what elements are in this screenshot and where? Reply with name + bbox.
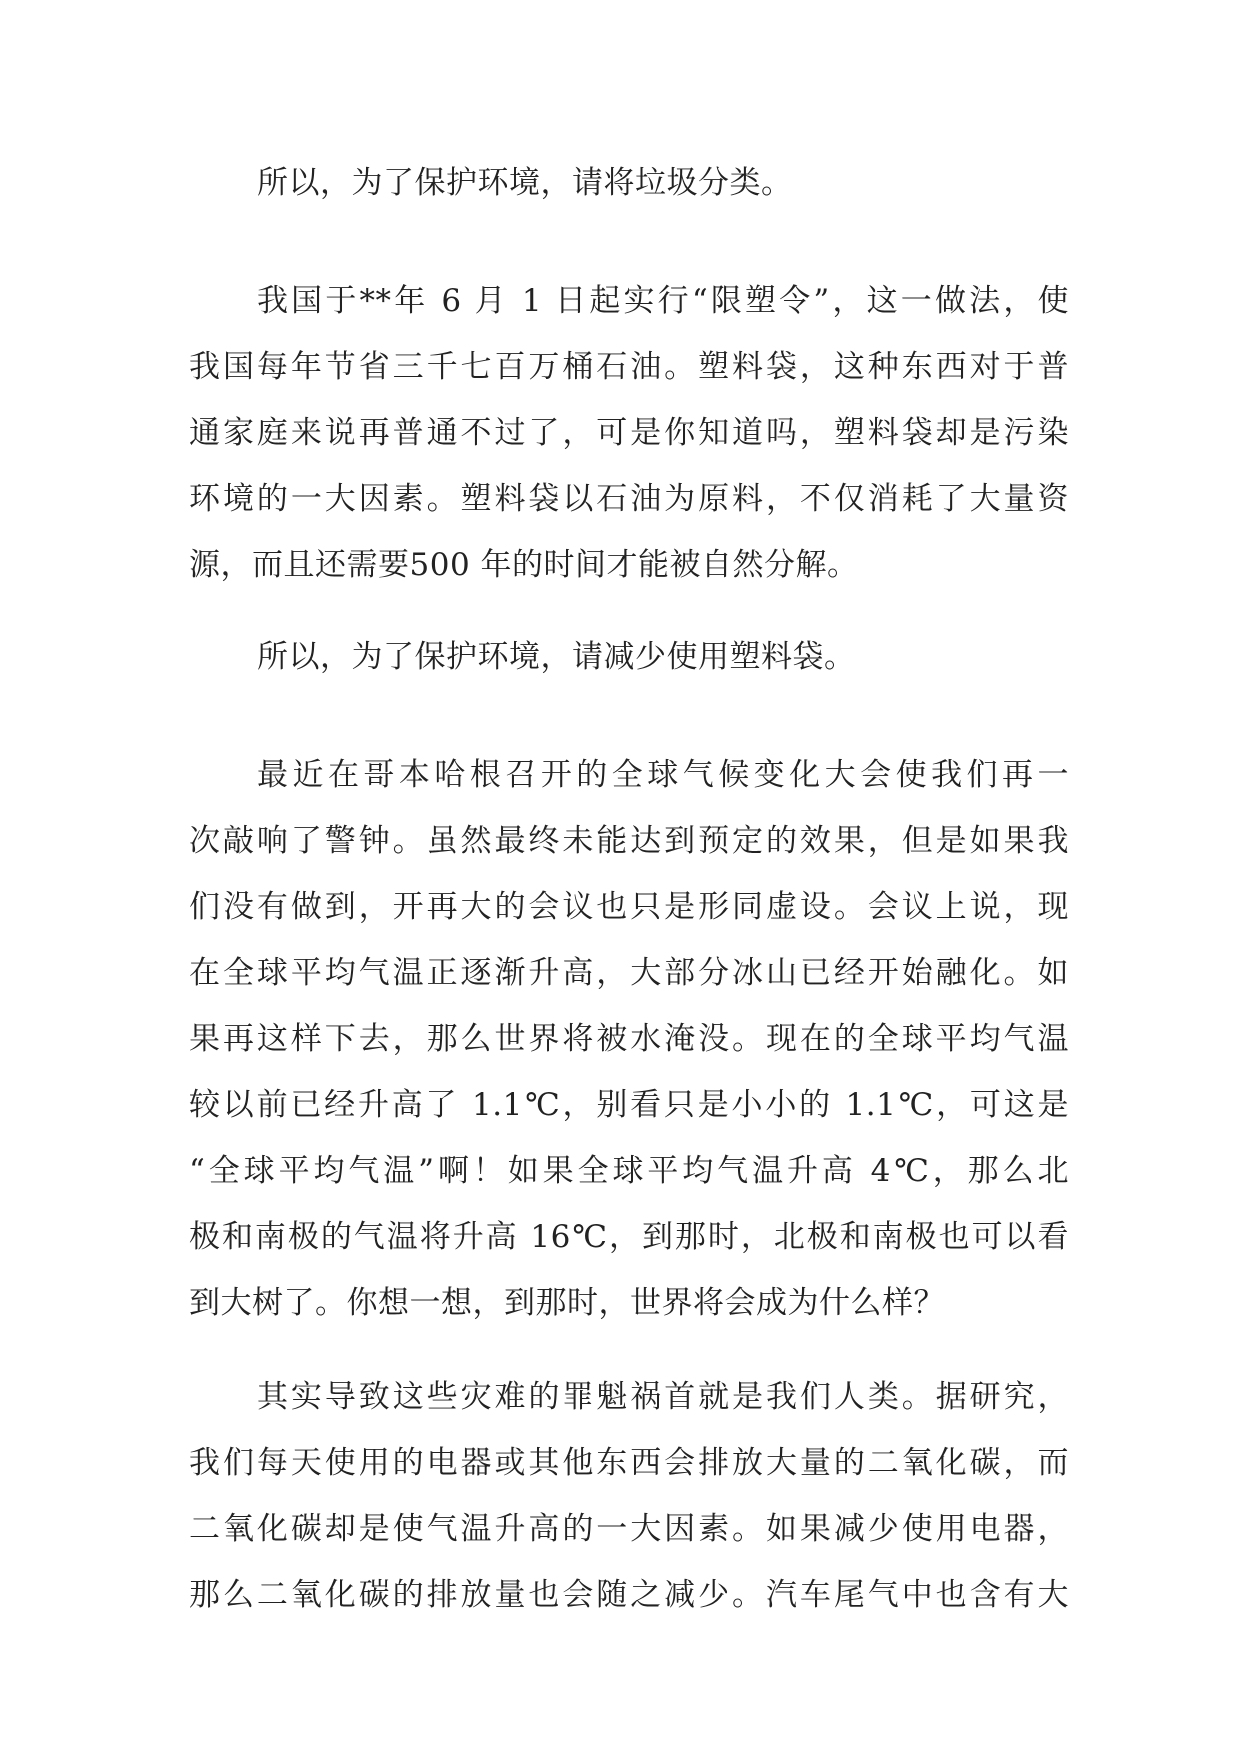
paragraph-line: 环境的一大因素。塑料袋以石油为原料，不仅消耗了大量资 — [189, 481, 1069, 517]
paragraph-line: 们没有做到，开再大的会议也只是形同虚设。会议上说，现 — [189, 889, 1069, 925]
paragraph-carbon-dioxide — [189, 1364, 1069, 1628]
paragraph-line: 通家庭来说再普通不过了，可是你知道吗，塑料袋却是污染 — [189, 415, 1069, 451]
paragraph-line: 二氧化碳却是使气温升高的一大因素。如果减少使用电器， — [189, 1511, 1069, 1547]
paragraph-line: 较以前已经升高了 1.1℃，别看只是小小的 1.1℃，可这是 — [189, 1087, 1069, 1123]
paragraph-line: 我国每年节省三千七百万桶石油。塑料袋，这种东西对于普 — [189, 349, 1069, 385]
paragraph-climate-conference — [189, 742, 1069, 1336]
paragraph-line: 所以，为了保护环境，请将垃圾分类。 — [257, 165, 793, 201]
paragraph-line: 我们每天使用的电器或其他东西会排放大量的二氧化碳，而 — [189, 1445, 1069, 1481]
paragraph-sort-garbage — [189, 150, 1069, 216]
paragraph-line: 最近在哥本哈根召开的全球气候变化大会使我们再一 — [257, 757, 1069, 793]
paragraph-plastic-ban — [189, 268, 1069, 598]
paragraph-line: 那么二氧化碳的排放量也会随之减少。汽车尾气中也含有大 — [189, 1577, 1069, 1613]
paragraph-line: 所以，为了保护环境，请减少使用塑料袋。 — [257, 639, 856, 675]
paragraph-line: 其实导致这些灾难的罪魁祸首就是我们人类。据研究， — [257, 1379, 1069, 1415]
paragraph-line: 我国于**年 6 月 1 日起实行“限塑令”，这一做法，使 — [257, 283, 1069, 319]
paragraph-reduce-plastic-bags — [189, 624, 1069, 690]
paragraph-line: 在全球平均气温正逐渐升高，大部分冰山已经开始融化。如 — [189, 955, 1069, 991]
paragraph-line: 极和南极的气温将升高 16℃，到那时，北极和南极也可以看 — [189, 1219, 1069, 1255]
paragraph-line: 到大树了。你想一想，到那时，世界将会成为什么样？ — [189, 1285, 945, 1321]
paragraph-line: 果再这样下去，那么世界将被水淹没。现在的全球平均气温 — [189, 1021, 1069, 1057]
paragraph-line: 源，而且还需要500 年的时间才能被自然分解。 — [189, 547, 859, 583]
paragraph-line: 次敲响了警钟。虽然最终未能达到预定的效果，但是如果我 — [189, 823, 1069, 859]
paragraph-line: “全球平均气温”啊！如果全球平均气温升高 4℃，那么北 — [189, 1153, 1069, 1189]
